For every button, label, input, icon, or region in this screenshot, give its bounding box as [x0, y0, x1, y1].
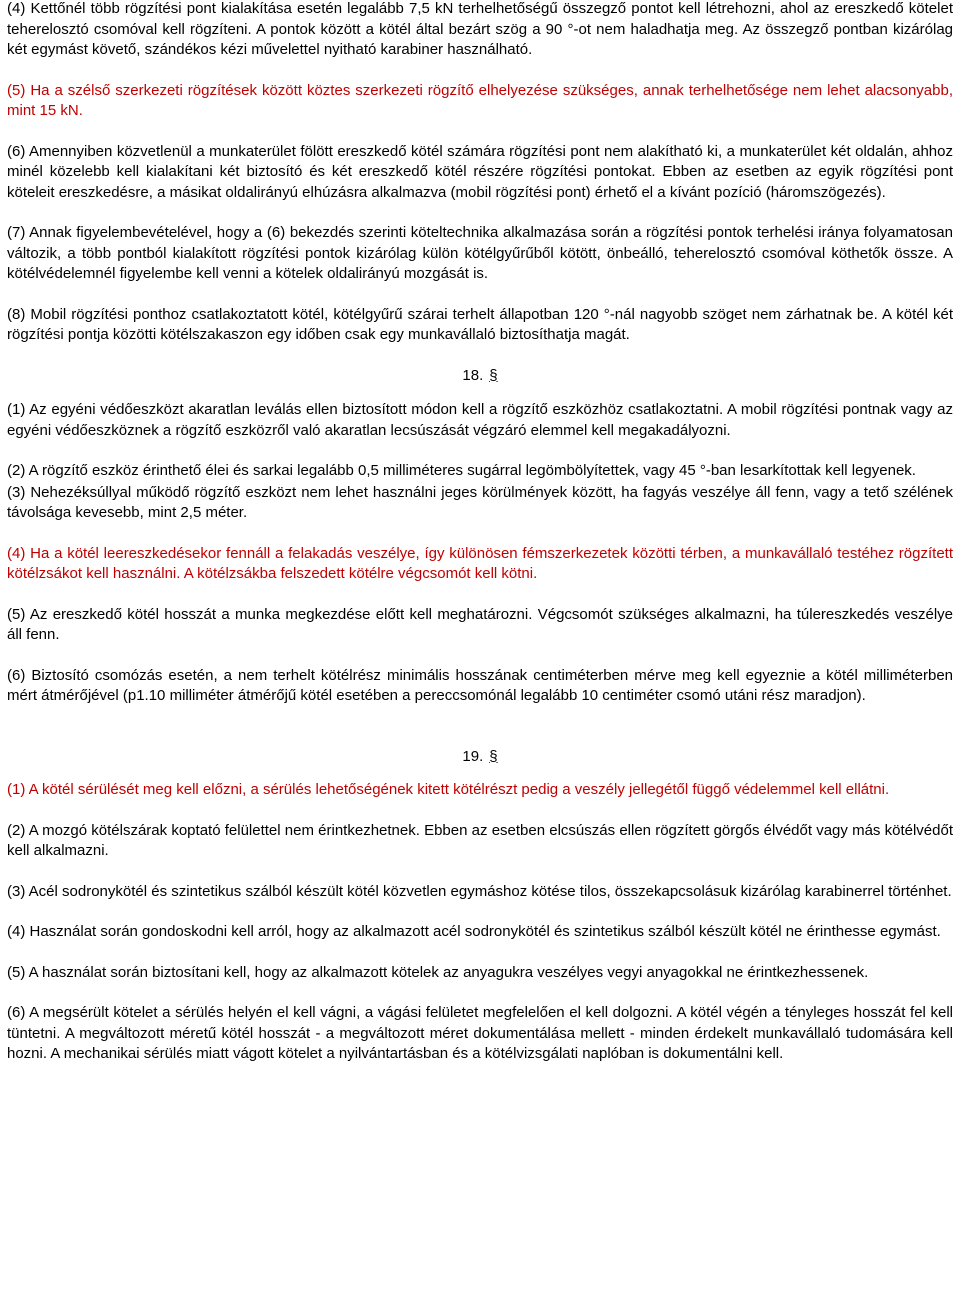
paragraph-19-1: (1) A kötél sérülését meg kell előzni, a sérülés lehetőségének kitett kötélrészt pedig a veszély jellegétől függő védelemmel kell ellátni. [7, 781, 890, 798]
paragraph-19-5: (5) A használat során biztosítani kell, hogy az alkalmazott kötelek az anyagukra veszélyes vegyi anyagokkal ne érintkezhessenek. [7, 963, 869, 981]
paragraph-17-4: (4) Kettőnél több rögzítési pont kialakítása esetén legalább 7,5 kN terhelhetőségű összegző pontot kell létrehozni, ahol az ereszkedő kötelet teherelosztó csomóval kell rögzíteni. A pontok között a kötél által bezárt szög a 90 °-ot nem haladhatja meg. Az összegző pontban kizárólag két egymást követő, szándékos kézi művelettel nyitható karabiner használható. [7, 0, 953, 58]
paragraph-17-6: (6) Amennyiben közvetlenül a munkaterület fölött ereszkedő kötél számára rögzítési pont nem alakítható ki, a munkaterület két oldalán, ahhoz minél közelebb kell kialakítani két biztosító és két ereszkedő kötél részére rögzítési pontokat. Ebben az esetben az egyik rögzítési pont köteleit ereszkedésre, a másikat oldalirányú elhúzásra alkalmazva (mobil rögzítési pont) érhető el a kívánt pozíció (háromszögezés). [7, 142, 953, 201]
paragraph-18-2: (2) A rögzítő eszköz érinthető élei és sarkai legalább 0,5 milliméteres sugárral legömbölyítettek, vagy 45 °-ban lesarkítottak kell legyenek. [7, 462, 916, 479]
paragraph-19-2: (2) A mozgó kötélszárak koptató felülettel nem érintkezhetnek. Ebben az esetben elcsúszás ellen rögzített görgős élvédőt vagy más kötélvédőt kell alkalmazni. [7, 821, 953, 859]
paragraph-18-1: (1) Az egyéni védőeszközt akaratlan leválás ellen biztosított módon kell a rögzítő eszközhöz csatlakoztatni. A mobil rögzítési pontnak vagy az egyéni védőeszköznek a rögzítő eszközről való akaratlan lecsúszását végzáró elemmel kell megakadályozni. [7, 401, 953, 439]
paragraph-18-5: (5) Az ereszkedő kötél hosszát a munka megkezdése előtt kell meghatározni. Végcsomót szükséges alkalmazni, ha túlereszkedés veszélye áll fenn. [7, 605, 953, 643]
document-page [7, 0, 953, 1065]
paragraph-17-5: (5) Ha a szélső szerkezeti rögzítések között köztes szerkezeti rögzítő elhelyezése szükséges, annak terhelhetősége nem lehet alacsonyabb, mint 15 kN. [7, 81, 953, 119]
section-number: 18. [462, 366, 484, 384]
paragraph-18-4: (4) Ha a kötél leereszkedésekor fennáll a felakadás veszélye, így különösen fémszerkezetek közötti térben, a munkavállaló testéhez rögzített kötélzsákot kell használni. A kötélzsákba felszedett kötélre végcsomót kell kötni. [7, 544, 953, 582]
section-heading-18 [7, 366, 953, 387]
paragraph-17-8: (8) Mobil rögzítési ponthoz csatlakoztatott kötél, kötélgyűrű szárai terhelt állapotban 120 °-nál nagyobb szöget nem zárhatnak be. A kötél két rögzítési pontja közötti kötélszakaszon egy időben csak egy munkavállaló biztosíthatja magát. [7, 305, 953, 343]
paragraph-17-7: (7) Annak figyelembevételével, hogy a (6) bekezdés szerinti köteltechnika alkalmazása során a rögzítési pontok terhelési iránya folyamatosan változik, a több pontból kialakított rögzítési pontok kizárólag külön kötélgyűrűből kötött, önbeálló, teherelosztó csomóval köthetők össze. A kötélvédelemnél figyelembe kell venni a kötelek oldalirányú mozgását is. [7, 224, 953, 282]
paragraph-18-3: (3) Nehezéksúllyal működő rögzítő eszközt nem lehet használni jeges körülmények között, ha fagyás veszélye áll fenn, vagy a tető szélének távolsága kevesebb, mint 2,5 méter. [7, 483, 953, 521]
paragraph-19-3: (3) Acél sodronykötél és szintetikus szálból készült kötél közvetlen egymáshoz kötése tilos, összekapcsolásuk kizárólag karabinerrel történhet. [7, 882, 952, 900]
section-heading-19 [7, 747, 953, 768]
section-symbol: § [489, 747, 498, 765]
paragraph-18-6: (6) Biztosító csomózás esetén, a nem terhelt kötélrész minimális hosszának centiméterben mérve meg kell egyeznie a kötél milliméterben mért átmérőjével (p1.10 milliméter átmérőjű kötél esetében a pereccsomónál legalább 10 centiméter csomó utáni rész maradjon). [7, 666, 953, 704]
section-number: 19. [462, 747, 484, 765]
paragraph-19-6: (6) A megsérült kötelet a sérülés helyén el kell vágni, a vágási felületet megfelelően el kell dolgozni. A kötél végén a tényleges hosszát fel kell tüntetni. A megváltozott méretű kötél hosszát - a megváltozott méret dokumentálása mellett - minden érdekelt munkavállaló tudomására kell hozni. A mechanikai sérülés miatt vágott kötelet a nyilvántartásban és a kötélvizsgálati naplóban is dokumentálni kell. [7, 1004, 953, 1062]
section-symbol: § [489, 366, 498, 384]
paragraph-19-4: (4) Használat során gondoskodni kell arról, hogy az alkalmazott acél sodronykötél és szintetikus szálból készült kötél ne érinthesse egymást. [7, 923, 941, 940]
